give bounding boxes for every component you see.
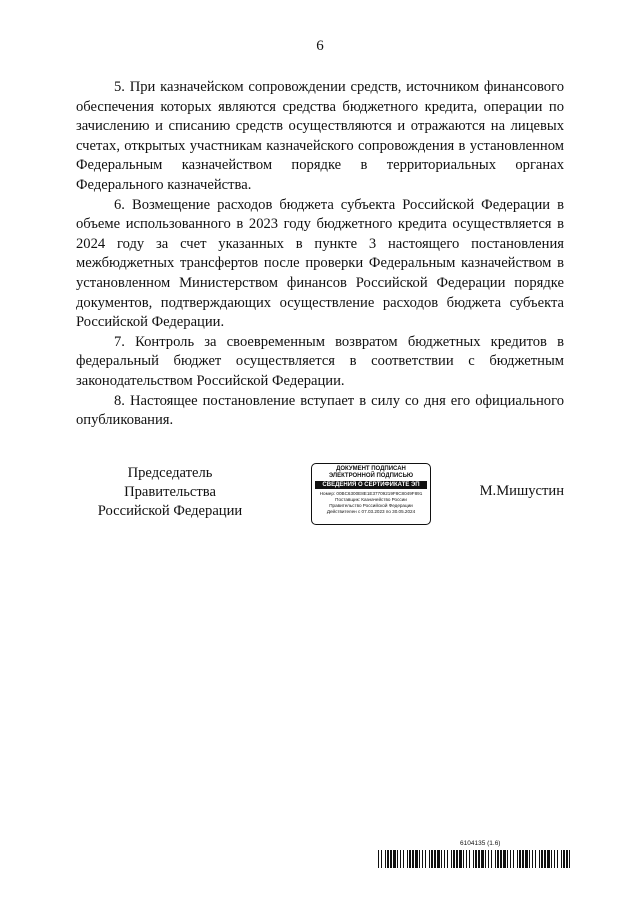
paragraph-5: 5. При казначейском сопровождении средств, источником финансового обеспечения которых являются средства бюджетного кредита, операции по зачислению и списанию средств осуществляются и отражаются на лицевых счетах, открытых участникам казначейского сопровождения в установленном Федеральным казначейством порядке в территориальных органах Федерального казначейства. bbox=[76, 79, 564, 193]
stamp-heading-line1: ДОКУМЕНТ ПОДПИСАН bbox=[336, 466, 406, 472]
signatory-title-line1: Председатель Правительства bbox=[124, 465, 216, 500]
stamp-heading-line2: ЭЛЕКТРОННОЙ ПОДПИСЬЮ bbox=[328, 473, 414, 479]
stamp-validity: Действителен с 07.03.2023 по 30.05.2024 bbox=[326, 509, 416, 514]
paragraph-7: 7. Контроль за своевременным возвратом бюджетных кредитов в федеральный бюджет осуществляется в соответствии с бюджетным законодательством Российской Федерации. bbox=[76, 333, 564, 389]
stamp-issuer: Поставщик: Казначейство России bbox=[335, 497, 407, 502]
paragraph-8: 8. Настоящее постановление вступает в силу со дня его официального опубликования. bbox=[76, 392, 564, 429]
stamp-number: Номер: 00BC6300E8E1E37709219F8C8049F891 bbox=[319, 491, 423, 496]
barcode-icon bbox=[378, 850, 570, 868]
signatory-title-line2: Российской Федерации bbox=[97, 503, 243, 519]
signatory-title bbox=[80, 464, 260, 521]
electronic-signature-stamp bbox=[311, 463, 431, 525]
stamp-heading bbox=[312, 466, 430, 480]
signatory-name: М.Мишустин bbox=[479, 483, 564, 499]
stamp-certificate-bar: СВЕДЕНИЯ О СЕРТИФИКАТЕ ЭП bbox=[315, 481, 427, 489]
document-body bbox=[76, 78, 564, 431]
document-code: 6104135 (1.6) bbox=[460, 840, 501, 847]
page-number: 6 bbox=[316, 38, 324, 54]
stamp-owner: Правительство Российской Федерации bbox=[329, 503, 413, 508]
paragraph-6: 6. Возмещение расходов бюджета субъекта Российской Федерации в объеме использованного в 2023 году бюджетного кредита осуществляется в 2024 году за счет указанных в пункте 3 настоящего постановления межбюджетных трансфертов после проверки Федеральным казначейством в установленном Министерством финансов Российской Федерации порядке документов, подтверждающих осуществление расходов бюджета субъекта Российской Федерации. bbox=[76, 196, 564, 331]
